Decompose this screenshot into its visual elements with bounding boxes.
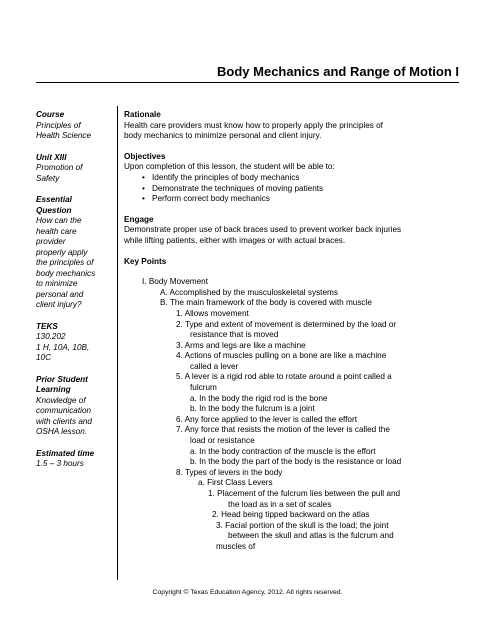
outline-line: called a lever (190, 361, 239, 371)
sidebar-text: 10C (36, 353, 52, 362)
outline-line: load or resistance (190, 436, 255, 446)
sidebar-text: client injury? (36, 300, 82, 309)
outline-line: a. In the body contraction of the muscle is the effort (190, 446, 376, 456)
sidebar-section (36, 195, 108, 311)
sidebar-text: personal and (36, 289, 84, 299)
rationale-heading: Rationale (124, 110, 161, 119)
outline-line: 7. Any force that resists the motion of the lever is called the (176, 425, 390, 435)
sidebar-text: provider (36, 237, 66, 246)
outline-line: 1. Placement of the fulcrum lies between the pull and (208, 489, 401, 498)
engage-heading: Engage (124, 214, 154, 224)
sidebar-heading: Learning (36, 385, 71, 394)
sidebar-section (36, 153, 108, 185)
outline-line: the load as in a set of scales (228, 499, 332, 509)
title-rule (36, 82, 459, 83)
sidebar-heading: TEKS (36, 321, 58, 331)
sidebar-text: How can the (36, 216, 82, 225)
objectives-heading: Objectives (124, 151, 166, 161)
outline-line: b. In the body the fulcrum is a joint (190, 404, 315, 414)
sidebar-text: the principles of (36, 258, 94, 267)
objectives-section (124, 152, 462, 205)
objectives-intro: Upon completion of this lesson, the student will be able to: (124, 162, 335, 172)
sidebar-text: Knowledge of (36, 395, 86, 405)
rationale-line: Health care providers must know how to properly apply the principles of (124, 120, 383, 130)
outline-line: b. In the body the part of the body is the resistance or load (190, 457, 402, 467)
sidebar-heading: Unit XIII (36, 152, 67, 162)
engage-line: Demonstrate proper use of back braces used to prevent worker back injuries (124, 225, 402, 235)
sidebar-text: properly apply (36, 247, 88, 257)
sidebar-text: OSHA lesson. (36, 427, 88, 436)
sidebar-text: with clients and (36, 416, 92, 426)
outline-line: 2. Type and extent of movement is determined by the load or (176, 319, 397, 329)
sidebar-heading: Essential (36, 195, 72, 204)
objective-item: • Identify the principles of body mechanics (124, 173, 462, 184)
outline-line: 8. Types of levers in the body (176, 467, 283, 477)
sidebar-section (36, 322, 108, 364)
outline-line: 2. Head being tipped backward on the atlas (212, 510, 370, 520)
sidebar-text: communication (36, 406, 92, 415)
key-points-heading: Key Points (124, 256, 167, 266)
sidebar (36, 110, 108, 481)
sidebar-text: Safety (36, 173, 60, 183)
outline-line: between the skull and atlas is the fulcrum and (228, 531, 394, 541)
sidebar-text: body mechanics (36, 268, 96, 278)
objective-item: • Demonstrate the techniques of moving patients (124, 184, 462, 195)
outline-line: a. First Class Levers (198, 478, 273, 488)
sidebar-text: 1 H, 10A, 10B, (36, 342, 90, 352)
outline-line: muscles of (216, 541, 256, 551)
sidebar-section (36, 375, 108, 438)
engage-line: while lifting patients, either with images or with actual braces. (124, 235, 346, 245)
sidebar-text: health care (36, 226, 77, 236)
outline-line: 3. Arms and legs are like a machine (176, 340, 306, 350)
outline-line: 3. Facial portion of the skull is the load; the joint (216, 520, 389, 530)
outline-line: A. Accomplished by the musculoskeletal systems (160, 287, 338, 297)
engage-section (124, 215, 462, 247)
rationale-line: body mechanics to minimize personal and client injury. (124, 131, 322, 141)
sidebar-heading: Estimated time (36, 448, 95, 458)
outline-line: I. Body Movement (142, 277, 208, 287)
sidebar-text: to minimize (36, 279, 78, 288)
rationale-section (124, 110, 462, 142)
document-title: Body Mechanics and Range of Motion I (217, 64, 459, 79)
objective-item: • Perform correct body mechanics (124, 194, 462, 205)
sidebar-section (36, 449, 108, 470)
copyright-footer: Copyright © Texas Education Agency, 2012. All rights reserved. (152, 589, 343, 596)
sidebar-text: 1.5 – 3 hours (36, 459, 84, 468)
outline-line: a. In the body the rigid rod is the bone (190, 393, 328, 403)
column-divider (117, 106, 118, 580)
outline-line: 1. Allows movement (176, 308, 249, 318)
sidebar-heading: Question (36, 205, 72, 215)
sidebar-text: 130.202 (36, 332, 66, 341)
outline-line: B. The main framework of the body is covered with muscle (160, 298, 372, 308)
main-content (124, 110, 462, 563)
outline-line: 4. Actions of muscles pulling on a bone are like a machine (176, 351, 387, 361)
sidebar-text: Principles of (36, 120, 81, 130)
outline-line: resistance that is moved (190, 330, 279, 340)
outline-line: fulcrum (190, 383, 217, 393)
key-points-outline (124, 277, 462, 552)
sidebar-heading: Course (36, 110, 65, 119)
key-points-section (124, 257, 462, 553)
outline-line: 6. Any force applied to the lever is called the effort (176, 414, 357, 424)
outline-line: 5. A lever is a rigid rod able to rotate around a point called a (176, 372, 392, 382)
sidebar-heading: Prior Student (36, 374, 88, 384)
sidebar-section (36, 110, 108, 142)
sidebar-text: Health Science (36, 131, 92, 140)
sidebar-text: Promotion of (36, 163, 83, 172)
